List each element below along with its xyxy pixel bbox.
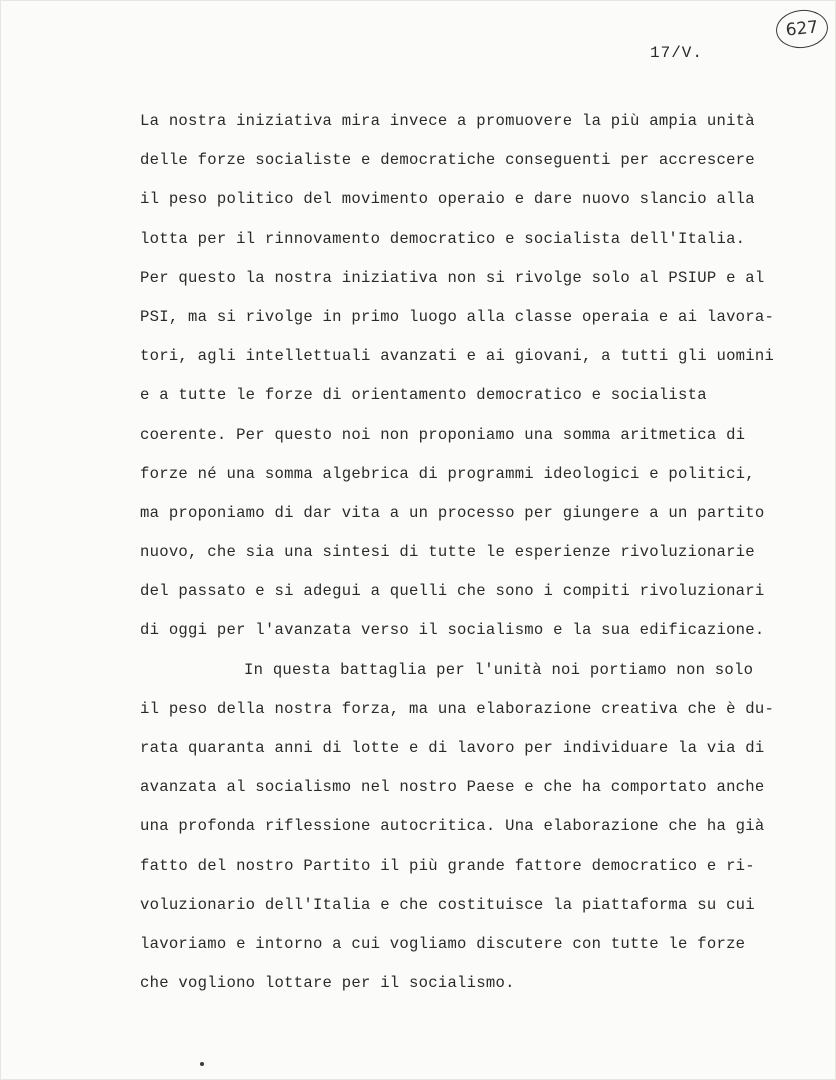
text-line: La nostra iniziativa mira invece a promuovere la più ampia unità (140, 112, 755, 130)
paragraph-start-line: In questa battaglia per l'unità noi portiamo non solo (244, 660, 754, 679)
text-line: tori, agli intellettuali avanzati e ai giovani, a tutti gli uomini (140, 347, 775, 366)
text-line: Per questo la nostra iniziativa non si rivolge solo al PSIUP e al (140, 268, 765, 287)
text-line: avanzata al socialismo nel nostro Paese e che ha comportato anche (140, 778, 765, 797)
text-line: rata quaranta anni di lotte e di lavoro per individuare la via di (140, 739, 765, 757)
body-text (140, 106, 800, 1007)
text-line: il peso della nostra forza, ma una elaborazione creativa che è du- (140, 699, 775, 718)
text-line: ma proponiamo di dar vita a un processo per giungere a un partito (140, 503, 765, 522)
text-line: delle forze socialiste e democratiche conseguenti per accrescere (140, 151, 755, 170)
text-line: lavoriamo e intorno a cui vogliamo discutere con tutte le forze (140, 934, 746, 953)
text-line: fatto del nostro Partito il più grande fattore democratico e ri- (140, 856, 755, 875)
text-line: forze né una somma algebrica di programmi ideologici e politici, (140, 464, 755, 483)
text-line: nuovo, che sia una sintesi di tutte le esperienze rivoluzionarie (140, 543, 755, 562)
text-line: e a tutte le forze di orientamento democratico e socialista (140, 386, 707, 405)
text-line: lotta per il rinnovamento democratico e socialista dell'Italia. (140, 229, 746, 248)
archive-number-stamp (774, 7, 830, 50)
text-line: una profonda riflessione autocritica. Una elaborazione che ha già (140, 817, 765, 836)
text-line: del passato e si adegui a quelli che sono i compiti rivoluzionari (140, 582, 765, 601)
text-line: coerente. Per questo noi non proponiamo una somma aritmetica di (140, 425, 746, 444)
text-line: PSI, ma si rivolge in primo luogo alla classe operaia e ai lavora- (140, 307, 775, 326)
text-line: il peso politico del movimento operaio e dare nuovo slancio alla (140, 190, 755, 209)
archive-number-text: 627 (784, 17, 820, 41)
page-number: 17/V. (650, 44, 704, 62)
text-line: voluzionario dell'Italia e che costituisce la piattaforma su cui (140, 895, 755, 914)
text-line: che vogliono lottare per il socialismo. (140, 974, 515, 993)
ink-speck (200, 1062, 204, 1066)
text-line: di oggi per l'avanzata verso il socialismo e la sua edificazione. (140, 621, 765, 640)
